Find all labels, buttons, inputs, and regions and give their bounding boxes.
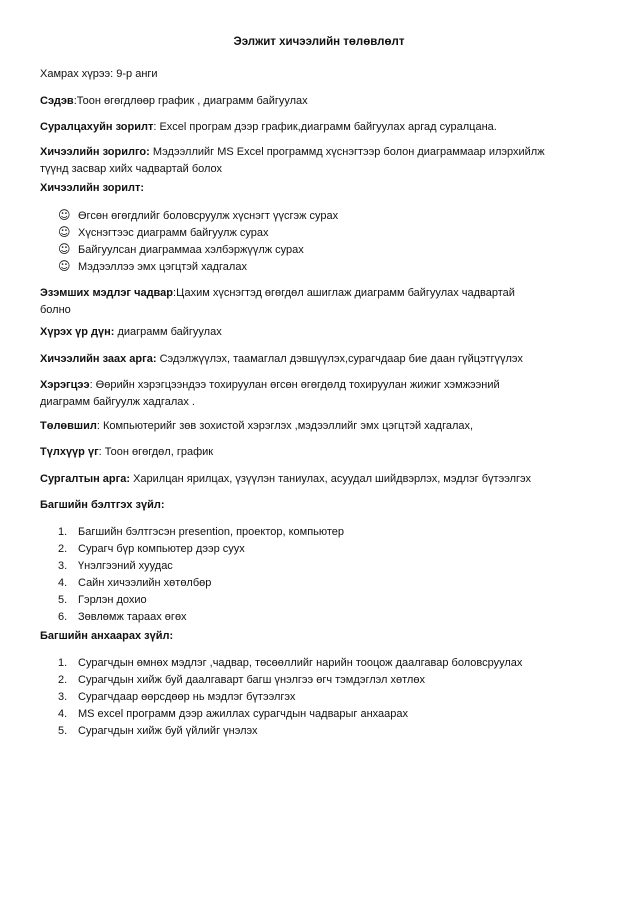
list-item: ☺ Хүснэгтээс диаграмм байгуулж сурах <box>58 225 269 239</box>
lesson-goal-text-1: Мэдээллийг MS Excel программд хүснэгтээр болон диаграммаар илэрхийлж <box>149 146 545 158</box>
lesson-goal-text-2: түүнд засвар хийх чадвартай болох <box>40 163 223 175</box>
list-item: 3. Үнэлгээний хуудас <box>58 560 173 572</box>
lesson-goal-paragraph <box>40 144 600 178</box>
page-title: Ээлжит хичээлийн төлөвлөлт <box>233 36 405 48</box>
competency-text-1: :Цахим хүснэгтэд өгөгдөл ашиглаж диаграмм байгуулах чадвартай <box>173 287 515 299</box>
outcome-label: Хүрэх үр дүн: <box>40 326 115 338</box>
objectives-list <box>58 207 338 275</box>
topic-text: :Тоон өгөгдлөөр график , диаграмм байгуулах <box>73 95 308 107</box>
list-item: ☺ Мэдээллээ эмх цэгцтэй хадгалах <box>58 259 247 273</box>
lesson-form-text: Сэдэлжүүлэх, таамаглал дэвшүүлэх,сурагчдаар бие даан гүйцэтгүүлэх <box>156 353 523 365</box>
list-item: 5. Гэрлэн дохио <box>58 594 147 606</box>
list-item: 5. Сурагчдын хийж буй үйлийг үнэлэх <box>58 725 258 737</box>
lesson-goal-label: Хичээлийн зорилго: <box>40 146 150 158</box>
list-item: 3. Сурагчдаар өөрсдөөр нь мэдлэг бүтээлгэх <box>58 691 296 703</box>
scope-line: Хамрах хүрээ: 9-р анги <box>40 68 158 80</box>
list-item: ☺ Байгуулсан диаграммаа хэлбэржүүлж сурах <box>58 242 304 256</box>
smiley-icon: ☺ <box>58 208 71 222</box>
keywords-text: : Тоон өгөгдөл, график <box>98 446 214 458</box>
list-item: 6. Зөвлөмж тараах өгөх <box>58 611 187 623</box>
keywords-line <box>40 444 600 461</box>
learning-goal-text: : Excel програм дээр график,диаграмм байгуулах аргад суралцана. <box>153 121 497 133</box>
lesson-form-label: Хичээлийн заах арга: <box>40 353 157 365</box>
teacher-prep-list <box>58 524 344 626</box>
list-item: 4. Сайн хичээлийн хөтөлбөр <box>58 577 212 589</box>
lesson-form-line <box>40 351 600 368</box>
need-text-2: диаграмм байгуулж хадгалах . <box>40 396 195 408</box>
method-line <box>40 471 600 488</box>
outcome-line <box>40 324 600 341</box>
list-item: 1. Багшийн бэлтгэсэн presention, проектор, компьютер <box>58 526 345 538</box>
list-item: 2. Сурагчдын хийж буй даалгаварт багш үнэлгээ өгч тэмдэглэл хөтлөх <box>58 674 425 686</box>
resources-label: Төлөвшил <box>40 420 97 432</box>
resources-line <box>40 418 600 435</box>
list-item: ☺ Өгсөн өгөгдлийг боловсруулж хүснэгт үүсгэж сурах <box>58 208 339 222</box>
smiley-icon: ☺ <box>58 259 71 273</box>
keywords-label: Түлхүүр үг <box>40 446 99 458</box>
need-text-1: : Өөрийн хэрэгцээндээ тохируулан өгсөн өгөгдөлд тохируулан жижиг хэмжээний <box>89 379 500 391</box>
objectives-heading: Хичээлийн зорилт: <box>40 182 145 194</box>
outcome-text: диаграмм байгуулах <box>114 326 222 338</box>
need-label: Хэрэгцээ <box>40 379 90 391</box>
learning-goal-label: Суралцахуйн зорилт <box>40 121 154 133</box>
method-text: Харилцан ярилцах, үзүүлэн таниулах, асуудал шийдвэрлэх, мэдлэг бүтээлгэх <box>130 473 531 485</box>
list-item: 4. MS excel программ дээр ажиллах сурагчдын чадварыг анхаарах <box>58 708 409 720</box>
learning-goal-line <box>40 119 600 136</box>
topic-line <box>40 93 600 110</box>
method-label: Сургалтын арга: <box>40 473 131 485</box>
resources-text: : Компьютерийг зөв зохистой хэрэглэх ,мэдээллийг эмх цэгцтэй хадгалах, <box>96 420 474 432</box>
teacher-attention-heading: Багшийн анхаарах зүйл: <box>40 630 174 642</box>
list-item: 1. Сурагчдын өмнөх мэдлэг ,чадвар, төсөөллийг нарийн тооцож даалгавар боловсруулах <box>58 657 523 669</box>
competency-text-2: болно <box>40 304 71 316</box>
need-paragraph <box>40 377 600 411</box>
smiley-icon: ☺ <box>58 225 71 239</box>
competency-label: Эзэмших мэдлэг чадвар <box>40 287 174 299</box>
teacher-attention-list <box>58 655 522 740</box>
competency-paragraph <box>40 285 600 319</box>
topic-label: Сэдэв <box>40 95 74 107</box>
list-item: 2. Сурагч бүр компьютер дээр суух <box>58 543 245 555</box>
smiley-icon: ☺ <box>58 242 71 256</box>
teacher-prep-heading: Багшийн бэлтгэх зүйл: <box>40 499 165 511</box>
